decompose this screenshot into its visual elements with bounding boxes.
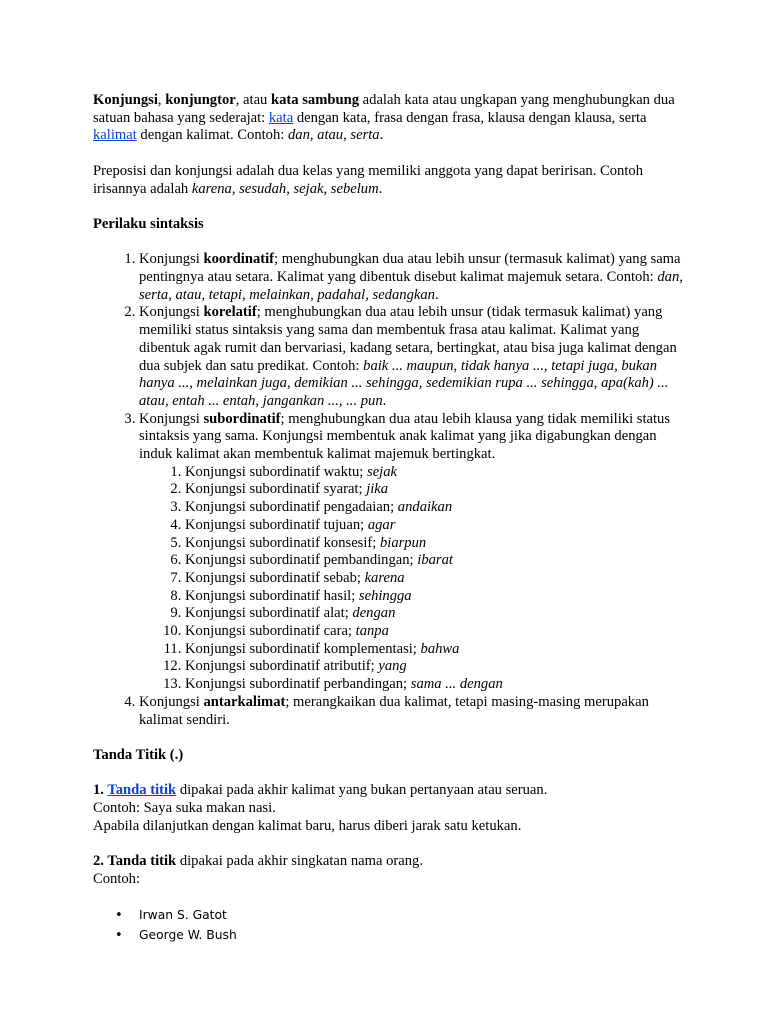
intro-paragraph: Konjungsi, konjungtor, atau kata sambung adalah kata atau ungkapan yang menghubungkan dua satuan bahasa yang sederajat: kata dengan kata, frasa dengan frasa, klausa dengan klausa, serta kalimat dengan kalimat. Contoh: dan, atau, serta. [93, 92, 675, 144]
sublist-item: 1. Konjungsi subordinatif waktu; sejak [185, 464, 683, 482]
sublist-item: 7. Konjungsi subordinatif sebab; karena [185, 570, 683, 588]
spacer [93, 889, 683, 907]
titik-examples-list [93, 906, 683, 946]
heading-tanda-titik: Tanda Titik (.) [93, 746, 184, 763]
link-kata[interactable]: kata [268, 109, 294, 126]
term-konjungsi: Konjungsi [93, 92, 158, 108]
sublist-item: 10. Konjungsi subordinatif cara; tanpa [185, 623, 683, 641]
sublist-item: 6. Konjungsi subordinatif pembandingan; ibarat [185, 552, 683, 570]
titik-rule-2: 2. Tanda titik dipakai pada akhir singkatan nama orang. Contoh: [93, 853, 423, 887]
sublist-item: 12. Konjungsi subordinatif atributif; yang [185, 658, 683, 676]
sublist-item: 2. Konjungsi subordinatif syarat; jika [185, 481, 683, 499]
preposisi-paragraph: Preposisi dan konjungsi adalah dua kelas yang memiliki anggota yang dapat beririsan. Contoh irisannya adalah karena, sesudah, sejak, sebelum. [93, 162, 643, 197]
sublist-item: 4. Konjungsi subordinatif tujuan; agar [185, 517, 683, 535]
term-konjungtor: konjungtor [165, 92, 236, 108]
perilaku-list [93, 251, 683, 729]
document-body [93, 92, 683, 946]
sublist-item: 13. Konjungsi subordinatif perbandingan; sama ... dengan [185, 676, 683, 694]
list-item-antarkalimat: 4. Konjungsi antarkalimat; merangkaikan dua kalimat, tetapi masing-masing merupakan kalimat sendiri. [139, 694, 683, 729]
sublist-item: 5. Konjungsi subordinatif konsesif; biarpun [185, 535, 683, 553]
list-item-subordinatif: 3. Konjungsi subordinatif; menghubungkan dua atau lebih klausa yang tidak memiliki status sintaksis yang sama. Konjungsi membentuk anak kalimat yang jika digabungkan dengan induk kalimat akan membentuk kalimat majemuk bertingkat. 1. Konjungsi subordinatif waktu; sejak 2. Konjungsi subordinatif syarat; jika 3. Konjungsi subordinatif pengadaian; andaikan 4. Konjungsi subordinatif tujuan; agar 5. Konjungsi subordinatif konsesif; biarpun 6. Konjungsi subordinatif pembandingan; ibarat 7. Konjungsi subordinatif sebab; karena 8. Konjungsi subordinatif hasil; sehingga 9. Konjungsi subordinatif alat; dengan 10. Konjungsi subordinatif cara; tanpa 11. Konjungsi subordinatif komplementasi; bahwa 12. Konjungsi subordinatif atributif; yang 13. Konjungsi subordinatif perbandingan; sama ... dengan [139, 411, 683, 694]
list-item: • George W. Bush [139, 926, 683, 946]
link-tanda-titik[interactable]: Tanda titik [107, 782, 177, 799]
subordinatif-sublist [139, 464, 683, 694]
sublist-item: 3. Konjungsi subordinatif pengadaian; andaikan [185, 499, 683, 517]
link-kalimat[interactable]: kalimat [93, 127, 137, 144]
list-item-korelatif: 2. Konjungsi korelatif; menghubungkan dua atau lebih unsur (tidak termasuk kalimat) yang memiliki status sintaksis yang sama dan membentuk frasa atau kalimat. Kalimat yang dibentuk agak rumit dan bervariasi, kadang setara, bertingkat, atau bisa juga kalimat dengan dua subjek dan satu predikat. Contoh: baik ... maupun, tidak hanya ..., tetapi juga, bukan hanya ..., melainkan juga, demikian ... sehingga, sedemikian rupa ... sehingga, apa(kah) ... atau, entah ... entah, jangankan ..., ... pun. [139, 304, 683, 410]
term-kata-sambung: kata sambung [271, 92, 360, 108]
titik-rule-1: 1. Tanda titik dipakai pada akhir kalimat yang bukan pertanyaan atau seruan. Contoh: Saya suka makan nasi. Apabila dilanjutkan dengan kalimat baru, harus diberi jarak satu ketukan. [93, 782, 548, 834]
sublist-item: 8. Konjungsi subordinatif hasil; sehingga [185, 588, 683, 606]
list-item-koordinatif: 1. Konjungsi koordinatif; menghubungkan dua atau lebih unsur (termasuk kalimat) yang sama pentingnya atau setara. Kalimat yang dibentuk disebut kalimat majemuk setara. Contoh: dan, serta, atau, tetapi, melainkan, padahal, sedangkan. [139, 251, 683, 304]
sublist-item: 11. Konjungsi subordinatif komplementasi; bahwa [185, 641, 683, 659]
sublist-item: 9. Konjungsi subordinatif alat; dengan [185, 605, 683, 623]
heading-perilaku-sintaksis: Perilaku sintaksis [93, 215, 204, 232]
list-item: • Irwan S. Gatot [139, 906, 683, 926]
